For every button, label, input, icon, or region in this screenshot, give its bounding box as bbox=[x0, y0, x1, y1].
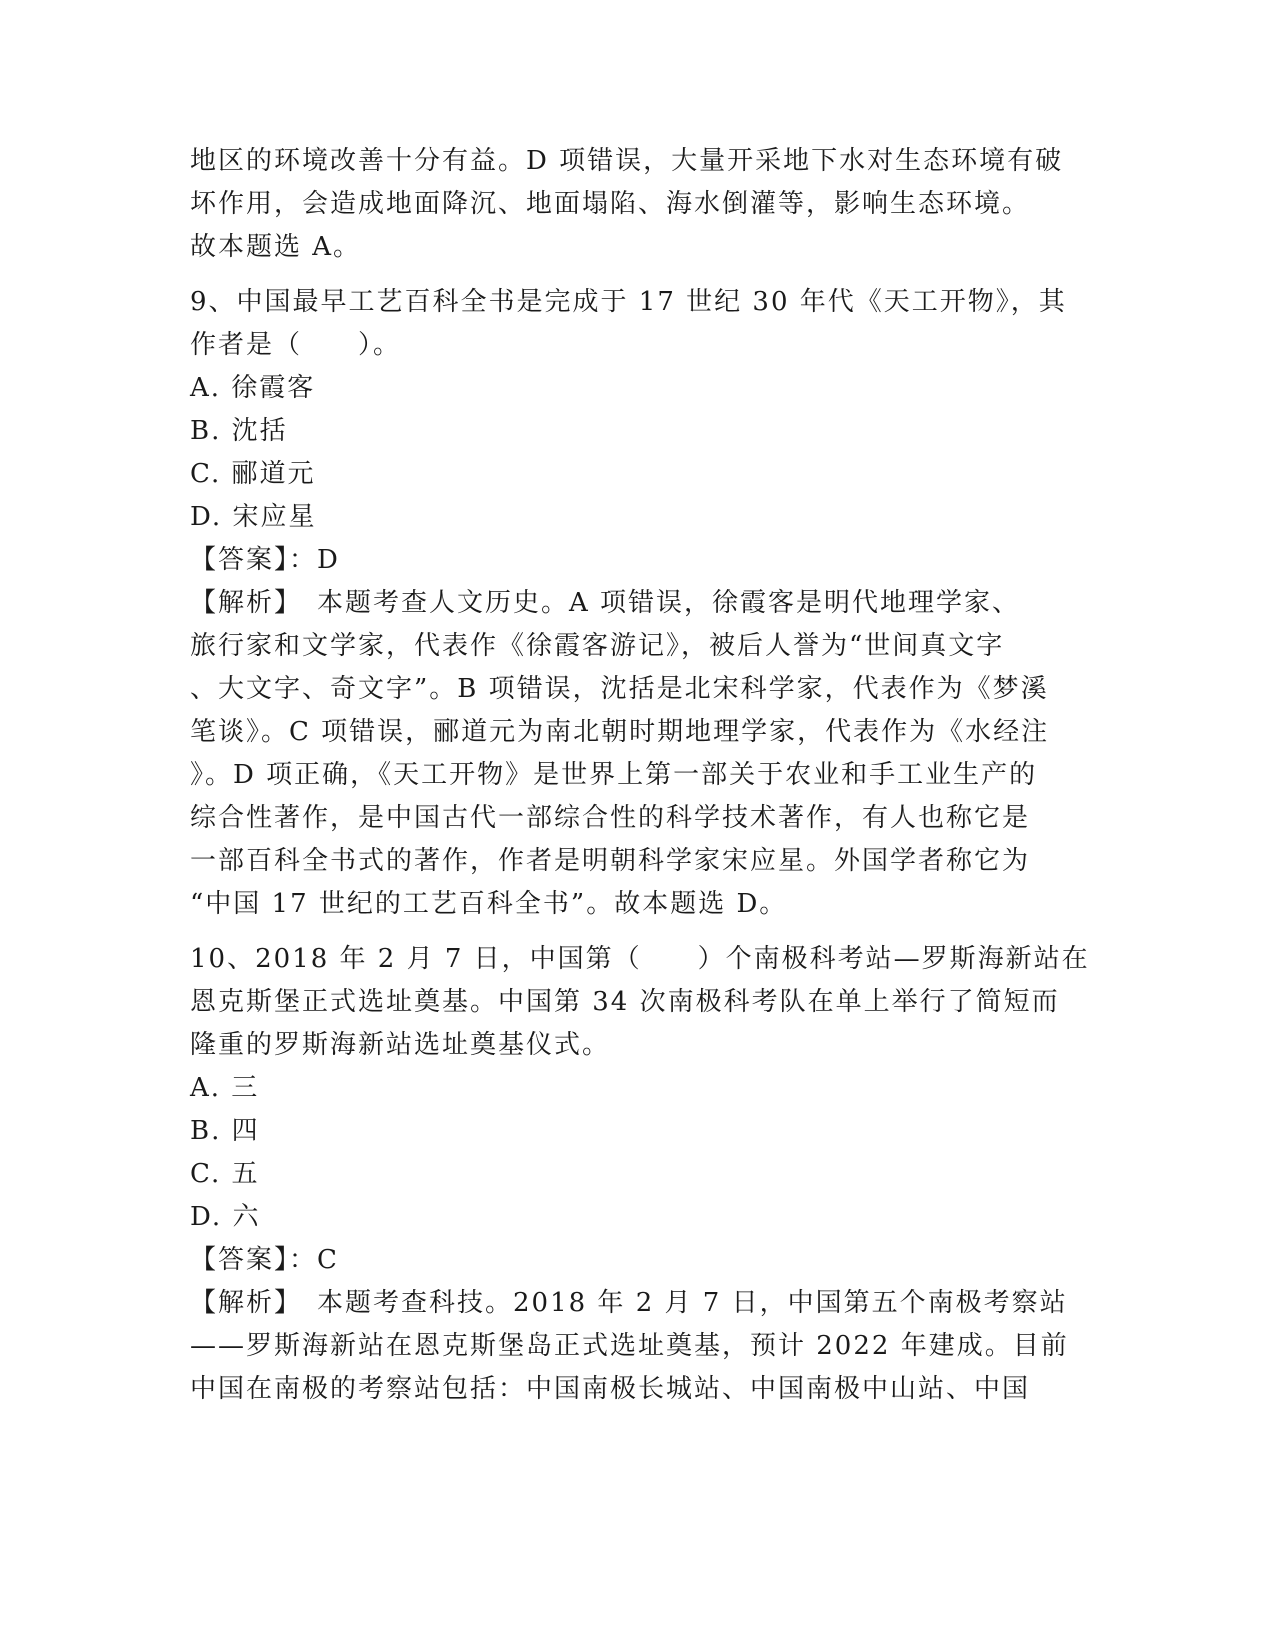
option-c: C. 郦道元 bbox=[190, 459, 316, 489]
option-b: B. 沈括 bbox=[190, 416, 288, 446]
question-stem: 9、中国最早工艺百科全书是完成于 17 世纪 30 年代《天工开物》，其 bbox=[190, 287, 1067, 317]
option-a: A. 三 bbox=[190, 1073, 260, 1103]
analysis-line: 【解析】 本题考查人文历史。A 项错误，徐霞客是明代地理学家、 bbox=[190, 588, 1021, 618]
question-stem: 恩克斯堡正式选址奠基。中国第 34 次南极科考队在单上举行了简短而 bbox=[190, 987, 1060, 1017]
spacer bbox=[190, 269, 1090, 281]
analysis-line: 中国在南极的考察站包括：中国南极长城站、中国南极中山站、中国 bbox=[190, 1374, 1031, 1404]
text-line: 故本题选 A。 bbox=[190, 232, 362, 262]
option-b: B. 四 bbox=[190, 1116, 260, 1146]
answer-line: 【答案】：C bbox=[190, 1245, 339, 1275]
question-9 bbox=[190, 281, 1090, 926]
question-10 bbox=[190, 938, 1090, 1411]
analysis-line: 旅行家和文学家，代表作《徐霞客游记》，被后人誉为“世间真文字 bbox=[190, 631, 1005, 661]
analysis-line: 【解析】 本题考查科技。2018 年 2 月 7 日，中国第五个南极考察站 bbox=[190, 1288, 1068, 1318]
text-line: 地区的环境改善十分有益。D 项错误，大量开采地下水对生态环境有破 bbox=[190, 146, 1064, 176]
analysis-line: 笔谈》。C 项错误，郦道元为南北朝时期地理学家，代表作为《水经注 bbox=[190, 717, 1050, 747]
question-stem: 隆重的罗斯海新站选址奠基仪式。 bbox=[190, 1030, 611, 1060]
analysis-line: 、大文字、奇文字”。B 项错误，沈括是北宋科学家，代表作为《梦溪 bbox=[190, 674, 1049, 704]
document-page bbox=[190, 140, 1090, 1411]
analysis-line: 综合性著作，是中国古代一部综合性的科学技术著作，有人也称它是 bbox=[190, 803, 1031, 833]
option-c: C. 五 bbox=[190, 1159, 260, 1189]
previous-explanation bbox=[190, 140, 1090, 269]
analysis-line: 》。D 项正确，《天工开物》是世界上第一部关于农业和手工业生产的 bbox=[190, 760, 1038, 790]
text-line: 坏作用，会造成地面降沉、地面塌陷、海水倒灌等，影响生态环境。 bbox=[190, 189, 1031, 219]
analysis-line: ——罗斯海新站在恩克斯堡岛正式选址奠基，预计 2022 年建成。目前 bbox=[190, 1331, 1069, 1361]
option-d: D. 六 bbox=[190, 1202, 261, 1232]
option-a: A. 徐霞客 bbox=[190, 373, 316, 403]
question-stem: 作者是（ ）。 bbox=[190, 330, 402, 360]
answer-line: 【答案】：D bbox=[190, 545, 340, 575]
option-d: D. 宋应星 bbox=[190, 502, 317, 532]
question-stem: 10、2018 年 2 月 7 日，中国第（ ）个南极科考站—罗斯海新站在 bbox=[190, 944, 1090, 974]
spacer bbox=[190, 926, 1090, 938]
analysis-line: “中国 17 世纪的工艺百科全书”。故本题选 D。 bbox=[190, 889, 788, 919]
analysis-line: 一部百科全书式的著作，作者是明朝科学家宋应星。外国学者称它为 bbox=[190, 846, 1031, 876]
